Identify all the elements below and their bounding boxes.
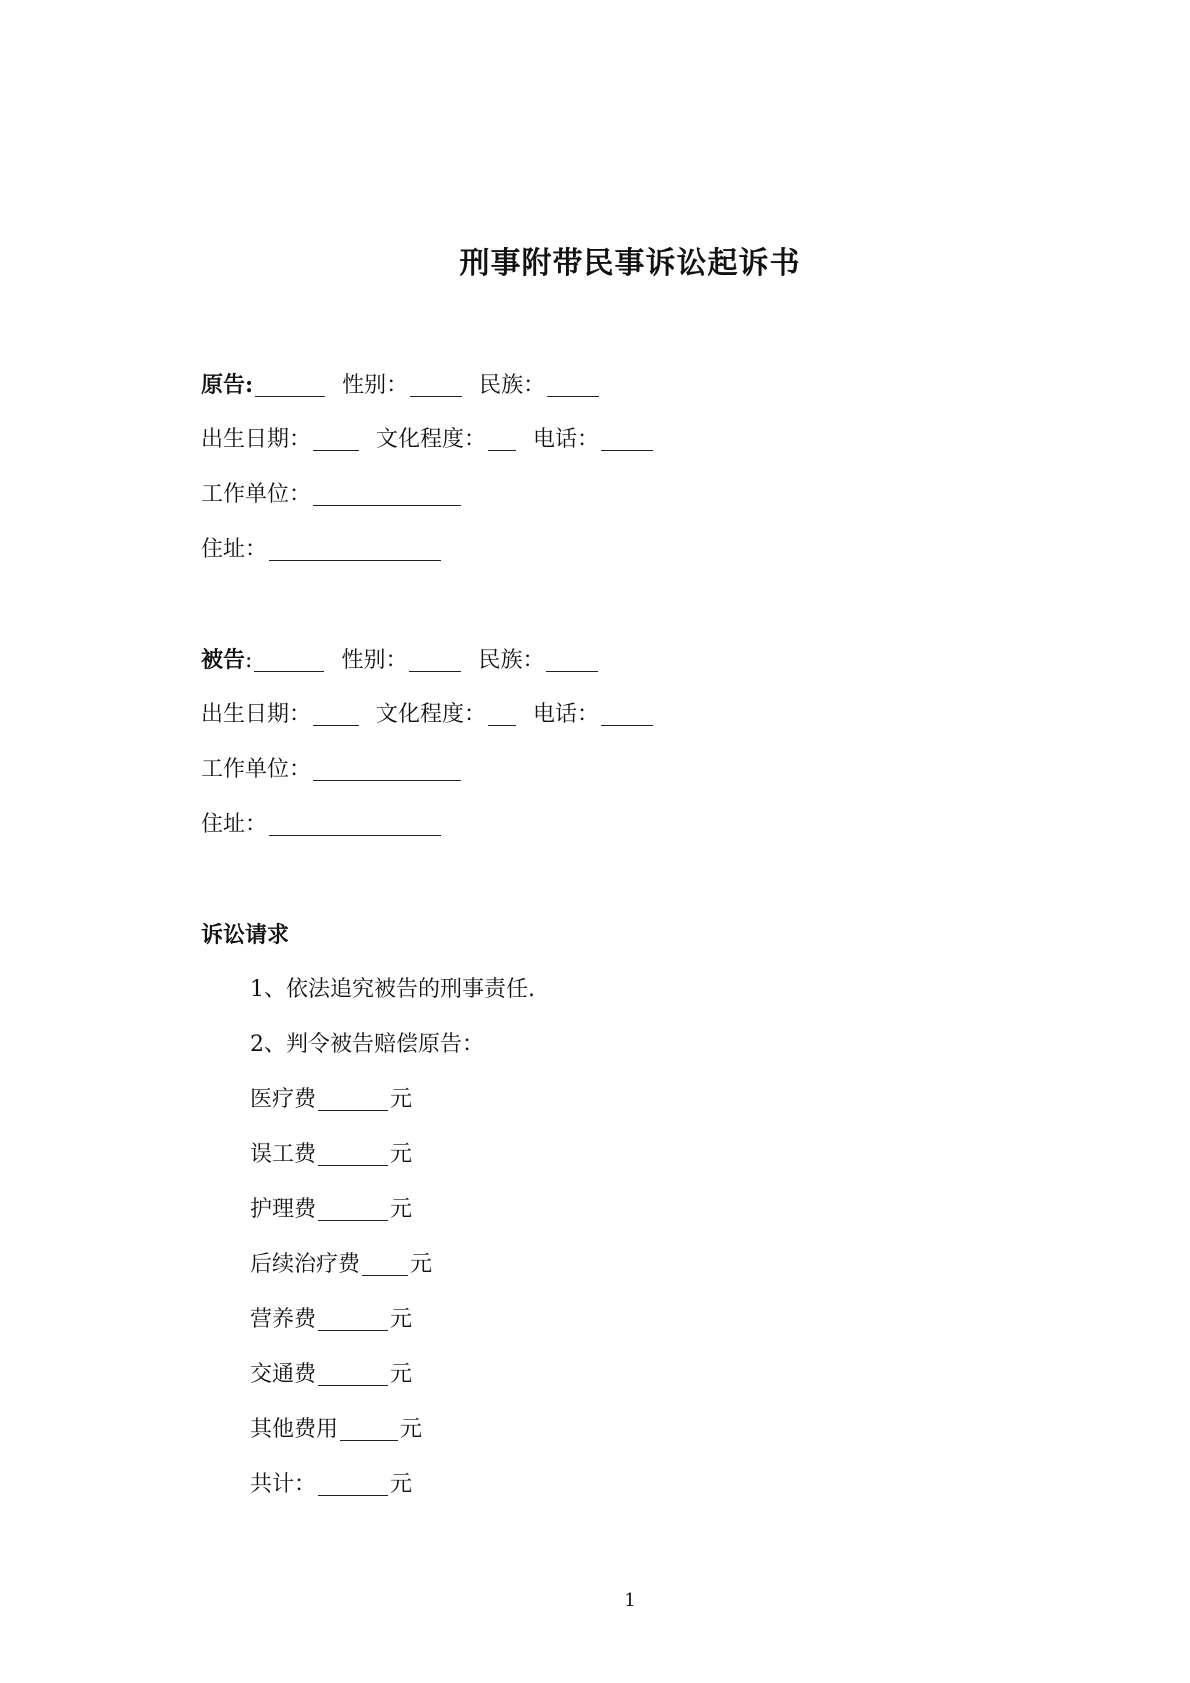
claim-item-2: 2、判令被告赔偿原告： xyxy=(250,1032,484,1057)
fee-blank xyxy=(318,1198,388,1221)
defendant-work-blank xyxy=(313,758,461,781)
fee-label: 护理费 xyxy=(250,1197,317,1222)
fee-unit: 元 xyxy=(390,1197,413,1222)
fee-blank xyxy=(318,1143,388,1166)
fee-line-nursing xyxy=(250,1195,412,1225)
fee-blank xyxy=(318,1308,388,1331)
fee-line-follow-up xyxy=(250,1250,432,1280)
total-unit: 元 xyxy=(390,1472,413,1497)
claim-item-1: 1、依法追究被告的刑事责任. xyxy=(250,977,535,1002)
fee-unit: 元 xyxy=(410,1252,433,1277)
fee-unit: 元 xyxy=(390,1142,413,1167)
defendant-birth-label: 出生日期： xyxy=(201,702,312,727)
fee-unit: 元 xyxy=(390,1362,413,1387)
fee-blank xyxy=(362,1253,408,1276)
fee-blank xyxy=(340,1418,398,1441)
fee-label: 医疗费 xyxy=(250,1087,317,1112)
defendant-address-label: 住址： xyxy=(201,812,268,837)
plaintiff-gender-blank xyxy=(410,374,462,397)
plaintiff-birth-label: 出生日期： xyxy=(201,427,312,452)
fee-blank xyxy=(318,1088,388,1111)
plaintiff-address-label: 住址： xyxy=(201,537,268,562)
defendant-line-2 xyxy=(201,700,655,730)
defendant-address-blank xyxy=(269,813,441,836)
document-title: 刑事附带民事诉讼起诉书 xyxy=(459,246,801,281)
plaintiff-line-1 xyxy=(201,370,601,401)
fee-unit: 元 xyxy=(400,1417,423,1442)
fee-line-lost-work xyxy=(250,1140,412,1170)
fee-label: 交通费 xyxy=(250,1362,317,1387)
defendant-label: 被告 xyxy=(201,647,246,673)
defendant-work-label: 工作单位： xyxy=(201,757,312,782)
fee-line-total xyxy=(250,1470,412,1500)
page-number: 1 xyxy=(624,1590,636,1611)
defendant-colon: : xyxy=(245,648,253,673)
fee-line-nutrition xyxy=(250,1305,412,1335)
fee-line-other xyxy=(250,1415,422,1445)
plaintiff-line-4 xyxy=(201,535,443,565)
plaintiff-address-blank xyxy=(269,538,441,561)
defendant-line-3 xyxy=(201,755,463,785)
plaintiff-education-blank xyxy=(488,428,516,451)
fee-line-medical xyxy=(250,1085,412,1115)
plaintiff-ethnicity-blank xyxy=(547,374,599,397)
plaintiff-ethnicity-label: 民族： xyxy=(479,373,546,398)
fee-label: 营养费 xyxy=(250,1307,317,1332)
plaintiff-education-label: 文化程度： xyxy=(376,427,487,452)
fee-unit: 元 xyxy=(390,1087,413,1112)
defendant-phone-blank xyxy=(601,703,653,726)
defendant-education-label: 文化程度： xyxy=(376,702,487,727)
defendant-line-1 xyxy=(201,645,600,676)
defendant-ethnicity-label: 民族： xyxy=(478,648,545,673)
plaintiff-work-blank xyxy=(313,483,461,506)
fee-label: 后续治疗费 xyxy=(250,1252,361,1277)
fee-unit: 元 xyxy=(390,1307,413,1332)
defendant-line-4 xyxy=(201,810,443,840)
defendant-phone-label: 电话： xyxy=(533,702,600,727)
defendant-education-blank xyxy=(488,703,516,726)
plaintiff-line-3 xyxy=(201,480,463,510)
plaintiff-work-label: 工作单位： xyxy=(201,482,312,507)
defendant-name-blank xyxy=(254,649,324,672)
defendant-ethnicity-blank xyxy=(546,649,598,672)
total-label: 共计： xyxy=(250,1472,317,1497)
fee-label: 误工费 xyxy=(250,1142,317,1167)
defendant-gender-label: 性别： xyxy=(341,648,408,673)
fee-blank xyxy=(318,1363,388,1386)
plaintiff-phone-blank xyxy=(601,428,653,451)
plaintiff-label: 原告: xyxy=(201,372,254,398)
total-blank xyxy=(318,1473,388,1496)
claims-heading: 诉讼请求 xyxy=(201,922,290,948)
defendant-birth-blank xyxy=(313,703,359,726)
plaintiff-phone-label: 电话： xyxy=(533,427,600,452)
plaintiff-gender-label: 性别： xyxy=(342,373,409,398)
fee-line-transport xyxy=(250,1360,412,1390)
plaintiff-birth-blank xyxy=(313,428,359,451)
defendant-gender-blank xyxy=(409,649,461,672)
plaintiff-name-blank xyxy=(255,374,325,397)
fee-label: 其他费用 xyxy=(250,1417,339,1442)
plaintiff-line-2 xyxy=(201,425,655,455)
